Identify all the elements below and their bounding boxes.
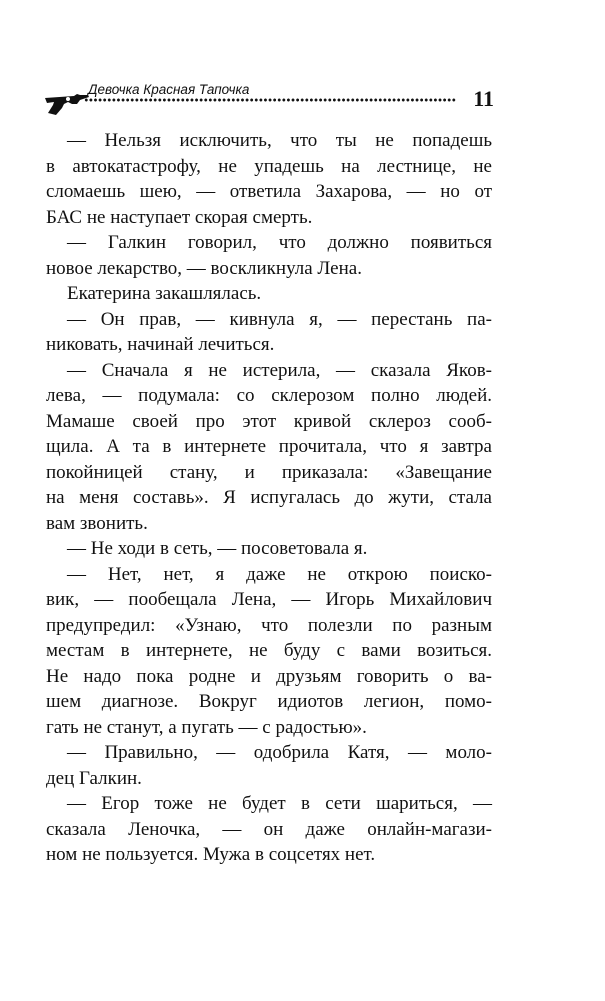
text-line: Екатерина закашлялась.: [67, 283, 262, 304]
paragraph: [46, 281, 492, 307]
page-header: [44, 78, 494, 118]
paragraph: [46, 740, 492, 791]
text-line: гать не станут, а пугать — с радостью».: [46, 716, 367, 738]
running-title: Девочка Красная Тапочка: [88, 82, 250, 97]
paragraph: [46, 791, 492, 868]
text-line: Не надо пока родне и друзьям говорить о ва-: [46, 665, 492, 687]
text-line: вик, — пообещала Лена, — Игорь Михайлович: [46, 589, 492, 610]
text-line: вам звонить.: [46, 512, 148, 534]
paragraph: [46, 128, 492, 230]
text-line: местам в интернете, не буду с вами возиться.: [46, 640, 492, 661]
text-line: — Не ходи в сеть, — посоветовала я.: [67, 538, 368, 559]
paragraph: [46, 536, 492, 562]
text-line: сказала Леночка, — он даже онлайн-магази-: [46, 818, 492, 840]
text-line: — Нет, нет, я даже не открою поиско-: [67, 563, 492, 585]
paragraph: [46, 230, 492, 281]
text-line: дец Галкин.: [46, 767, 142, 789]
text-line: — Сначала я не истерила, — сказала Яков-: [67, 359, 492, 381]
text-line: ном не пользуется. Мужа в соцсетях нет.: [46, 844, 376, 865]
text-line: в автокатастрофу, не упадешь на лестнице, не: [46, 155, 492, 177]
text-line: на меня составь». Я испугалась до жути, стала: [46, 487, 492, 508]
text-line: — Правильно, — одобрила Катя, — моло-: [67, 742, 492, 763]
text-line: — Егор тоже не будет в сети шариться, —: [67, 793, 492, 814]
text-line: БАС не наступает скорая смерть.: [46, 206, 313, 228]
text-line: — Нельзя исключить, что ты не попадешь: [67, 130, 492, 151]
dotted-rule: [84, 98, 456, 102]
paragraph: [46, 358, 492, 537]
text-line: никовать, начинай лечиться.: [46, 334, 275, 355]
paragraph: [46, 562, 492, 741]
text-line: новое лекарство, — воскликнула Лена.: [46, 257, 362, 279]
revolver-icon: [44, 92, 90, 116]
text-line: — Он прав, — кивнула я, — перестань па-: [67, 308, 492, 330]
text-line: — Галкин говорил, что должно появиться: [67, 232, 492, 253]
paragraph: [46, 307, 492, 358]
page-number: 11: [473, 86, 494, 111]
body-text: [46, 128, 492, 868]
text-line: щила. А та в интернете прочитала, что я завтра: [46, 436, 492, 457]
text-line: сломаешь шею, — ответила Захарова, — но от: [46, 181, 492, 202]
text-line: лева, — подумала: со склерозом полно людей.: [46, 385, 492, 406]
text-line: шем диагнозе. Вокруг идиотов легион, помо-: [46, 691, 492, 712]
text-line: Мамаше своей про этот кривой склероз сооб-: [46, 410, 492, 432]
text-line: предупредил: «Узнаю, что полезли по разным: [46, 614, 492, 636]
text-line: покойницей стану, и приказала: «Завещание: [46, 461, 492, 483]
